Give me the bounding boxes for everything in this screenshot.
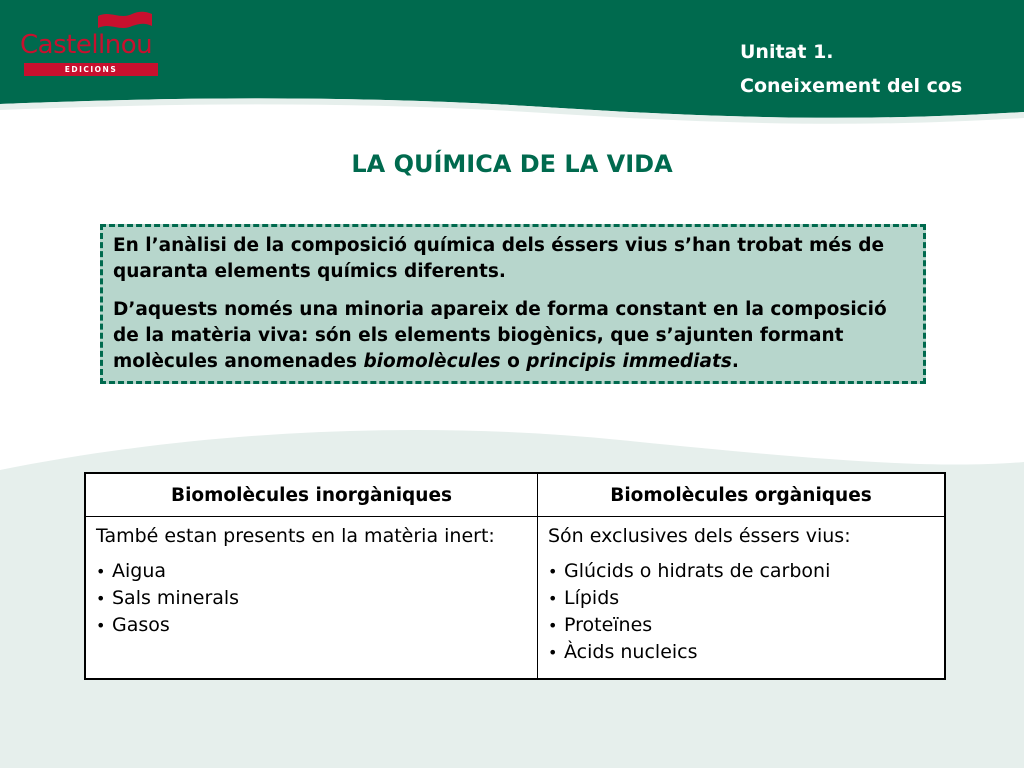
publisher-logo <box>20 10 160 78</box>
list-item: • Àcids nucleics <box>548 639 934 666</box>
logo-name: Castellnou <box>20 30 153 60</box>
organic-intro: Són exclusives dels éssers vius: <box>548 525 851 547</box>
page-title: LA QUÍMICA DE LA VIDA <box>351 150 673 178</box>
cell-organic <box>538 517 946 680</box>
inorganic-list <box>96 558 527 639</box>
list-item: • Proteïnes <box>548 612 934 639</box>
header-organic: Biomolècules orgàniques <box>538 473 946 517</box>
unit-header <box>740 35 962 103</box>
logo-subtitle: EDICIONS <box>24 63 158 76</box>
cell-inorganic <box>85 517 538 680</box>
list-item: • Sals minerals <box>96 585 527 612</box>
biomolecules-table <box>84 472 946 680</box>
organic-list <box>548 558 934 666</box>
list-item: • Lípids <box>548 585 934 612</box>
intro-note-box <box>100 224 926 384</box>
note-paragraph-2: D’aquests només una minoria apareix de forma constant en la composició de la matèria viva: són els elements biogènics, que s’ajunten formant molècules anomenades biomolècules o principis immediats. <box>113 299 887 372</box>
header-inorganic: Biomolècules inorgàniques <box>85 473 538 517</box>
list-item: • Aigua <box>96 558 527 585</box>
term-biomolecules: biomolècules <box>363 351 501 372</box>
note-paragraph-1: En l’anàlisi de la composició química dels éssers vius s’han trobat més de quaranta elements químics diferents. <box>113 235 885 282</box>
table-row <box>85 517 945 680</box>
flag-icon <box>96 10 154 32</box>
unit-name: Coneixement del cos <box>740 75 963 97</box>
unit-number: Unitat 1. <box>740 41 834 63</box>
list-item: • Glúcids o hidrats de carboni <box>548 558 934 585</box>
list-item: • Gasos <box>96 612 527 639</box>
inorganic-intro: També estan presents en la matèria inert: <box>96 525 495 547</box>
table-header-row <box>85 473 945 517</box>
term-immediate-principles: principis immediats <box>526 351 732 372</box>
